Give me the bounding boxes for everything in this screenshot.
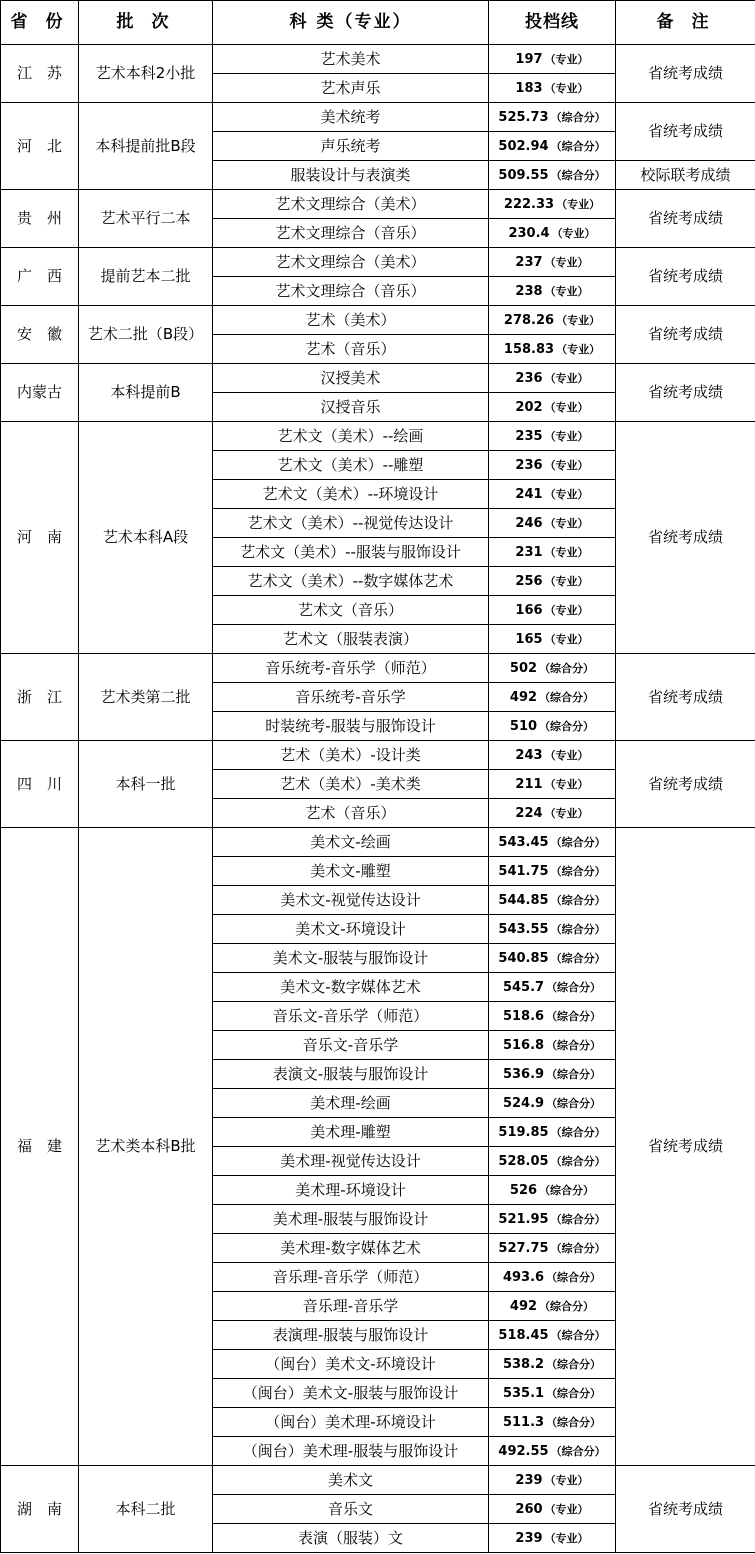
subject-cell: 美术理-视觉传达设计 xyxy=(213,1147,489,1176)
subject-cell: 音乐统考-音乐学（师范） xyxy=(213,654,489,683)
score-unit: （专业） xyxy=(544,748,589,762)
score-unit: （专业） xyxy=(544,1531,589,1545)
score-cell xyxy=(489,509,616,538)
province-cell: 四 川 xyxy=(1,741,79,828)
score-value: 528.05 xyxy=(498,1153,549,1169)
subject-cell: 艺术文（美术）--服装与服饰设计 xyxy=(213,538,489,567)
score-value: 211 xyxy=(515,776,543,792)
score-value: 238 xyxy=(515,283,543,299)
note-cell: 省统考成绩 xyxy=(616,103,755,161)
score-unit: （专业） xyxy=(544,603,589,617)
score-value: 535.1 xyxy=(502,1385,545,1401)
score-cell xyxy=(489,1437,616,1466)
score-cell xyxy=(489,1031,616,1060)
table-row xyxy=(1,190,755,219)
province-cell: 河 南 xyxy=(1,422,79,654)
score-cell xyxy=(489,1466,616,1495)
score-unit: （综合分） xyxy=(546,1067,602,1081)
score-unit: （综合分） xyxy=(550,1241,606,1255)
score-cell xyxy=(489,1147,616,1176)
score-unit: （专业） xyxy=(544,516,589,530)
note-cell: 省统考成绩 xyxy=(616,248,755,306)
score-cell xyxy=(489,625,616,654)
score-unit: （专业） xyxy=(544,255,589,269)
subject-cell: 音乐理-音乐学 xyxy=(213,1292,489,1321)
score-unit: （专业） xyxy=(544,1473,589,1487)
subject-cell: 美术文 xyxy=(213,1466,489,1495)
score-cell xyxy=(489,1205,616,1234)
score-cell xyxy=(489,770,616,799)
batch-cell: 艺术平行二本 xyxy=(79,190,213,248)
score-cell xyxy=(489,1408,616,1437)
score-cell xyxy=(489,45,616,74)
subject-cell: 服装设计与表演类 xyxy=(213,161,489,190)
score-value: 526 xyxy=(509,1182,538,1198)
table-row xyxy=(1,306,755,335)
score-unit: （综合分） xyxy=(539,690,595,704)
subject-cell: 艺术文理综合（音乐） xyxy=(213,219,489,248)
score-cell xyxy=(489,683,616,712)
score-value: 541.75 xyxy=(498,863,549,879)
score-cell xyxy=(489,393,616,422)
score-value: 260 xyxy=(515,1501,543,1517)
subject-cell: 美术文-数字媒体艺术 xyxy=(213,973,489,1002)
score-unit: （综合分） xyxy=(550,1328,606,1342)
score-cell xyxy=(489,944,616,973)
score-unit: （专业） xyxy=(544,458,589,472)
score-unit: （专业） xyxy=(544,632,589,646)
score-cell xyxy=(489,335,616,364)
note-cell: 省统考成绩 xyxy=(616,422,755,654)
score-cell xyxy=(489,190,616,219)
score-unit: （专业） xyxy=(556,313,601,327)
note-cell: 省统考成绩 xyxy=(616,45,755,103)
score-value: 492.55 xyxy=(498,1443,549,1459)
score-value: 202 xyxy=(515,399,543,415)
subject-cell: 艺术（美术） xyxy=(213,306,489,335)
score-value: 543.55 xyxy=(498,921,549,937)
score-value: 224 xyxy=(515,805,543,821)
table-row xyxy=(1,1466,755,1495)
batch-cell: 艺术类第二批 xyxy=(79,654,213,741)
score-unit: （综合分） xyxy=(550,922,606,936)
score-value: 239 xyxy=(515,1472,543,1488)
header-row xyxy=(1,1,755,45)
score-cell xyxy=(489,886,616,915)
score-unit: （综合分） xyxy=(550,168,606,182)
batch-cell: 本科提前B xyxy=(79,364,213,422)
score-cell xyxy=(489,654,616,683)
score-cell xyxy=(489,915,616,944)
score-value: 246 xyxy=(515,515,543,531)
note-cell: 省统考成绩 xyxy=(616,306,755,364)
score-unit: （专业） xyxy=(544,371,589,385)
score-cell xyxy=(489,973,616,1002)
subject-cell: 时装统考-服装与服饰设计 xyxy=(213,712,489,741)
province-cell: 贵 州 xyxy=(1,190,79,248)
score-unit: （综合分） xyxy=(550,1125,606,1139)
score-value: 516.8 xyxy=(502,1037,545,1053)
score-unit: （专业） xyxy=(544,806,589,820)
subject-cell: 汉授音乐 xyxy=(213,393,489,422)
score-unit: （综合分） xyxy=(550,951,606,965)
table-row xyxy=(1,103,755,132)
subject-cell: 艺术声乐 xyxy=(213,74,489,103)
score-cell xyxy=(489,1292,616,1321)
score-cell xyxy=(489,567,616,596)
score-cell xyxy=(489,480,616,509)
subject-cell: （闽台）美术理-服装与服饰设计 xyxy=(213,1437,489,1466)
score-unit: （专业） xyxy=(544,400,589,414)
batch-cell: 提前艺本二批 xyxy=(79,248,213,306)
score-value: 538.2 xyxy=(502,1356,545,1372)
subject-cell: 美术文-雕塑 xyxy=(213,857,489,886)
score-unit: （综合分） xyxy=(550,1212,606,1226)
subject-cell: 美术文-视觉传达设计 xyxy=(213,886,489,915)
score-value: 222.33 xyxy=(503,196,555,212)
subject-cell: 美术理-服装与服饰设计 xyxy=(213,1205,489,1234)
score-cell xyxy=(489,161,616,190)
score-unit: （综合分） xyxy=(546,1038,602,1052)
score-value: 509.55 xyxy=(498,167,549,183)
table-row xyxy=(1,741,755,770)
score-cell xyxy=(489,1118,616,1147)
subject-cell: 艺术文理综合（音乐） xyxy=(213,277,489,306)
province-cell: 湖 南 xyxy=(1,1466,79,1553)
score-unit: （综合分） xyxy=(550,110,606,124)
header-batch: 批 次 xyxy=(79,1,213,45)
score-value: 256 xyxy=(515,573,543,589)
score-cell xyxy=(489,799,616,828)
subject-cell: 艺术文（服装表演） xyxy=(213,625,489,654)
table-row xyxy=(1,828,755,857)
batch-cell: 本科提前批B段 xyxy=(79,103,213,190)
province-cell: 安 徽 xyxy=(1,306,79,364)
score-value: 527.75 xyxy=(498,1240,549,1256)
subject-cell: 音乐文-音乐学（师范） xyxy=(213,1002,489,1031)
score-cell xyxy=(489,74,616,103)
score-value: 183 xyxy=(515,80,543,96)
score-unit: （综合分） xyxy=(550,139,606,153)
score-cell xyxy=(489,712,616,741)
score-unit: （专业） xyxy=(544,545,589,559)
subject-cell: 音乐理-音乐学（师范） xyxy=(213,1263,489,1292)
score-unit: （综合分） xyxy=(546,1386,602,1400)
subject-cell: 美术理-环境设计 xyxy=(213,1176,489,1205)
note-cell: 校际联考成绩 xyxy=(616,161,755,190)
score-value: 521.95 xyxy=(498,1211,549,1227)
score-unit: （综合分） xyxy=(546,1415,602,1429)
table-row xyxy=(1,364,755,393)
score-unit: （综合分） xyxy=(539,661,595,675)
score-unit: （专业） xyxy=(544,284,589,298)
score-unit: （专业） xyxy=(551,226,596,240)
score-value: 166 xyxy=(515,602,543,618)
batch-cell: 艺术类本科B批 xyxy=(79,828,213,1466)
note-cell: 省统考成绩 xyxy=(616,190,755,248)
subject-cell: 艺术（音乐） xyxy=(213,335,489,364)
note-cell: 省统考成绩 xyxy=(616,828,755,1466)
province-cell: 内蒙古 xyxy=(1,364,79,422)
score-cell xyxy=(489,1002,616,1031)
batch-cell: 艺术二批（B段） xyxy=(79,306,213,364)
subject-cell: 表演文-服装与服饰设计 xyxy=(213,1060,489,1089)
score-cell xyxy=(489,857,616,886)
batch-cell: 艺术本科A段 xyxy=(79,422,213,654)
subject-cell: 音乐文-音乐学 xyxy=(213,1031,489,1060)
score-value: 510 xyxy=(509,718,538,734)
score-value: 243 xyxy=(515,747,543,763)
score-cell xyxy=(489,828,616,857)
subject-cell: 艺术文（美术）--数字媒体艺术 xyxy=(213,567,489,596)
score-value: 544.85 xyxy=(498,892,549,908)
note-cell: 省统考成绩 xyxy=(616,654,755,741)
subject-cell: 艺术（美术）-美术类 xyxy=(213,770,489,799)
subject-cell: 声乐统考 xyxy=(213,132,489,161)
subject-cell: 艺术文（美术）--绘画 xyxy=(213,422,489,451)
table-body xyxy=(1,45,755,1553)
score-cell xyxy=(489,277,616,306)
score-unit: （综合分） xyxy=(550,864,606,878)
score-unit: （综合分） xyxy=(539,1183,595,1197)
score-unit: （专业） xyxy=(544,429,589,443)
score-value: 536.9 xyxy=(502,1066,545,1082)
score-value: 158.83 xyxy=(503,341,555,357)
score-unit: （综合分） xyxy=(550,1444,606,1458)
subject-cell: 艺术文（美术）--雕塑 xyxy=(213,451,489,480)
score-value: 236 xyxy=(515,370,543,386)
province-cell: 江 苏 xyxy=(1,45,79,103)
score-cell xyxy=(489,1524,616,1553)
score-value: 197 xyxy=(515,51,543,67)
subject-cell: 表演理-服装与服饰设计 xyxy=(213,1321,489,1350)
subject-cell: 美术文-绘画 xyxy=(213,828,489,857)
batch-cell: 本科一批 xyxy=(79,741,213,828)
province-cell: 河 北 xyxy=(1,103,79,190)
score-value: 502.94 xyxy=(498,138,549,154)
table-row xyxy=(1,654,755,683)
subject-cell: 艺术（音乐） xyxy=(213,799,489,828)
score-cell xyxy=(489,306,616,335)
score-value: 518.6 xyxy=(502,1008,545,1024)
score-cell xyxy=(489,1321,616,1350)
score-value: 511.3 xyxy=(502,1414,545,1430)
province-cell: 浙 江 xyxy=(1,654,79,741)
subject-cell: 艺术文（音乐） xyxy=(213,596,489,625)
score-cell xyxy=(489,1089,616,1118)
score-value: 543.45 xyxy=(498,834,549,850)
subject-cell: 美术统考 xyxy=(213,103,489,132)
score-unit: （专业） xyxy=(544,81,589,95)
subject-cell: （闽台）美术文-环境设计 xyxy=(213,1350,489,1379)
score-unit: （专业） xyxy=(556,342,601,356)
score-cell xyxy=(489,741,616,770)
score-value: 493.6 xyxy=(502,1269,545,1285)
subject-cell: 美术文-服装与服饰设计 xyxy=(213,944,489,973)
subject-cell: （闽台）美术文-服装与服饰设计 xyxy=(213,1379,489,1408)
score-unit: （专业） xyxy=(556,197,601,211)
score-unit: （综合分） xyxy=(546,1009,602,1023)
batch-cell: 艺术本科2小批 xyxy=(79,45,213,103)
score-unit: （专业） xyxy=(544,574,589,588)
score-value: 524.9 xyxy=(502,1095,545,1111)
score-cell xyxy=(489,451,616,480)
subject-cell: 艺术文理综合（美术） xyxy=(213,190,489,219)
batch-cell: 本科二批 xyxy=(79,1466,213,1553)
score-value: 545.7 xyxy=(502,979,545,995)
province-cell: 福 建 xyxy=(1,828,79,1466)
score-value: 502 xyxy=(509,660,538,676)
subject-cell: 艺术文（美术）--环境设计 xyxy=(213,480,489,509)
score-cell xyxy=(489,422,616,451)
header-subject: 科 类（专业） xyxy=(213,1,489,45)
subject-cell: （闽台）美术理-环境设计 xyxy=(213,1408,489,1437)
subject-cell: 汉授美术 xyxy=(213,364,489,393)
score-cell xyxy=(489,248,616,277)
score-unit: （综合分） xyxy=(550,835,606,849)
score-unit: （综合分） xyxy=(546,1270,602,1284)
score-value: 278.26 xyxy=(503,312,555,328)
score-value: 236 xyxy=(515,457,543,473)
score-cell xyxy=(489,364,616,393)
score-value: 518.45 xyxy=(498,1327,549,1343)
score-cell xyxy=(489,1495,616,1524)
score-cell xyxy=(489,596,616,625)
score-unit: （综合分） xyxy=(546,980,602,994)
score-unit: （综合分） xyxy=(539,1299,595,1313)
score-unit: （专业） xyxy=(544,52,589,66)
subject-cell: 美术理-绘画 xyxy=(213,1089,489,1118)
score-unit: （综合分） xyxy=(550,893,606,907)
score-value: 525.73 xyxy=(498,109,549,125)
score-unit: （综合分） xyxy=(550,1154,606,1168)
score-value: 492 xyxy=(509,689,538,705)
subject-cell: 美术理-数字媒体艺术 xyxy=(213,1234,489,1263)
table-row xyxy=(1,422,755,451)
subject-cell: 表演（服装）文 xyxy=(213,1524,489,1553)
score-value: 492 xyxy=(509,1298,538,1314)
note-cell: 省统考成绩 xyxy=(616,741,755,828)
score-value: 519.85 xyxy=(498,1124,549,1140)
score-cell xyxy=(489,219,616,248)
note-cell: 省统考成绩 xyxy=(616,1466,755,1553)
subject-cell: 美术文-环境设计 xyxy=(213,915,489,944)
subject-cell: 艺术文（美术）--视觉传达设计 xyxy=(213,509,489,538)
subject-cell: 艺术文理综合（美术） xyxy=(213,248,489,277)
subject-cell: 音乐文 xyxy=(213,1495,489,1524)
score-cell xyxy=(489,1234,616,1263)
subject-cell: 艺术（美术）-设计类 xyxy=(213,741,489,770)
score-cell xyxy=(489,1379,616,1408)
score-unit: （综合分） xyxy=(539,719,595,733)
score-value: 237 xyxy=(515,254,543,270)
score-cell xyxy=(489,103,616,132)
score-value: 540.85 xyxy=(498,950,549,966)
table-row xyxy=(1,248,755,277)
score-unit: （专业） xyxy=(544,1502,589,1516)
subject-cell: 音乐统考-音乐学 xyxy=(213,683,489,712)
score-unit: （综合分） xyxy=(546,1357,602,1371)
score-value: 241 xyxy=(515,486,543,502)
score-value: 230.4 xyxy=(508,225,550,241)
score-unit: （综合分） xyxy=(546,1096,602,1110)
score-value: 235 xyxy=(515,428,543,444)
score-unit: （专业） xyxy=(544,487,589,501)
score-cell xyxy=(489,132,616,161)
score-value: 165 xyxy=(515,631,543,647)
header-province: 省 份 xyxy=(1,1,79,45)
table-row xyxy=(1,45,755,74)
header-note: 备 注 xyxy=(616,1,755,45)
score-cell xyxy=(489,1176,616,1205)
score-cell xyxy=(489,1350,616,1379)
province-cell: 广 西 xyxy=(1,248,79,306)
score-value: 239 xyxy=(515,1530,543,1546)
score-cell xyxy=(489,1263,616,1292)
score-unit: （专业） xyxy=(544,777,589,791)
score-value: 231 xyxy=(515,544,543,560)
note-cell: 省统考成绩 xyxy=(616,364,755,422)
score-cell xyxy=(489,538,616,567)
header-score: 投档线 xyxy=(489,1,616,45)
subject-cell: 艺术美术 xyxy=(213,45,489,74)
score-cell xyxy=(489,1060,616,1089)
subject-cell: 美术理-雕塑 xyxy=(213,1118,489,1147)
